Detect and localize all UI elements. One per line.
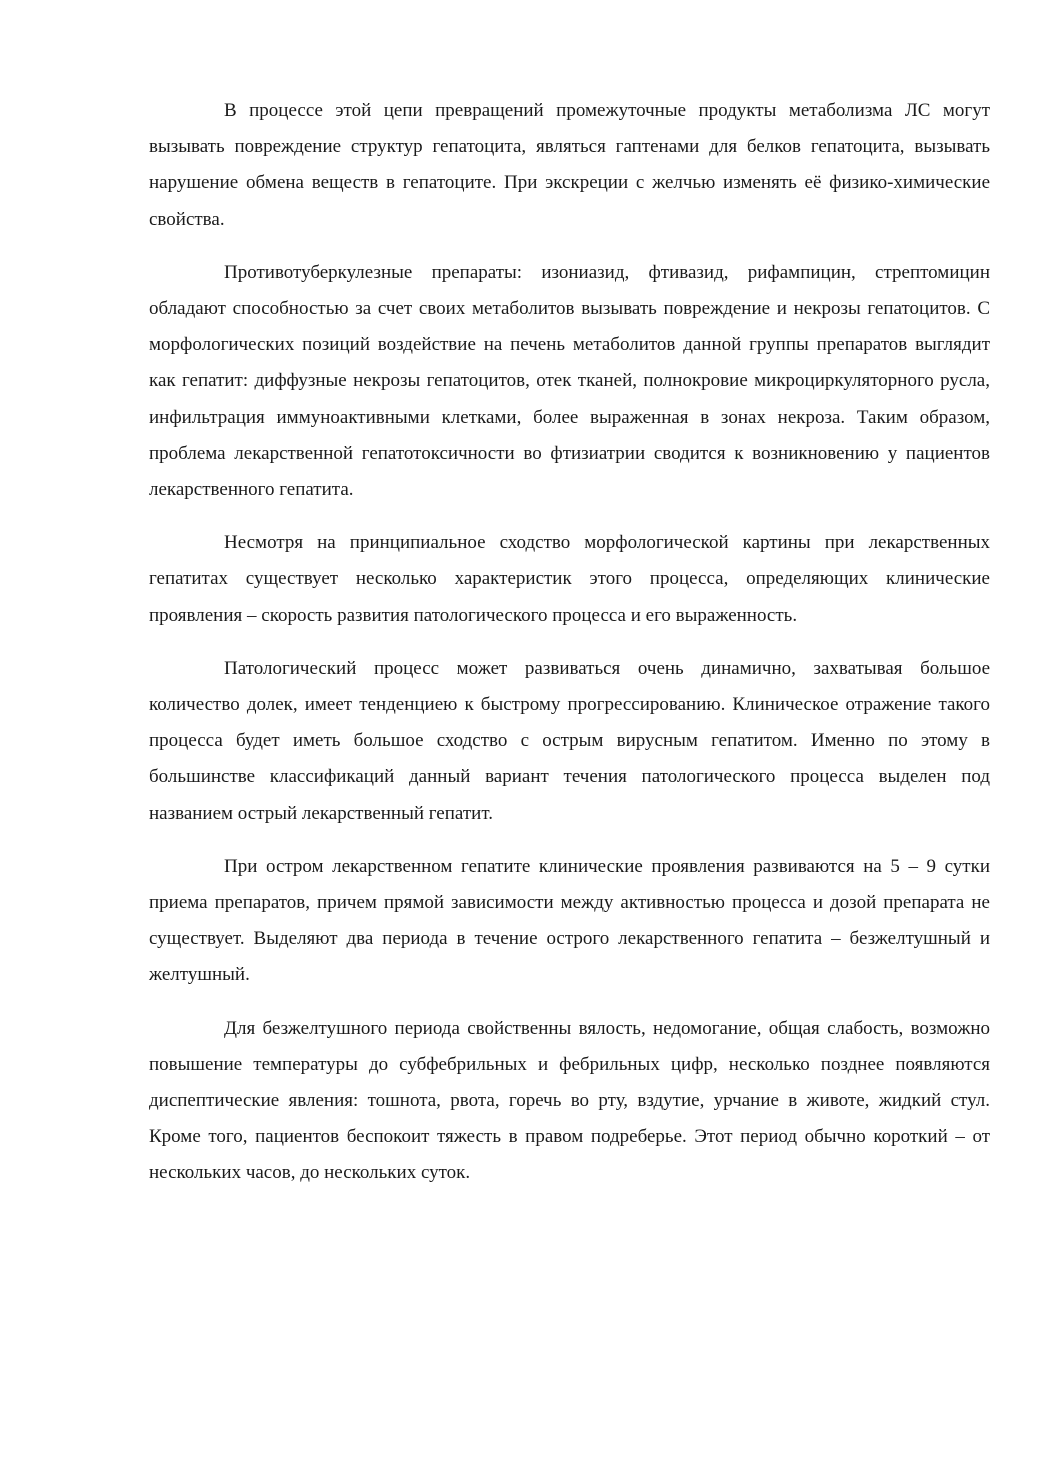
paragraph-3: Несмотря на принципиальное сходство морфологической картины при лекарственных гепатитах существует несколько характеристик этого процесса, определяющих клинические проявления – скорость развития патологического процесса и его выраженность. bbox=[149, 532, 990, 626]
paragraph-2: Противотуберкулезные препараты: изониазид, фтивазид, рифампицин, стрептомицин обладают способностью за счет своих метаболитов вызывать повреждение и некрозы гепатоцитов. С морфологических позиций воздействие на печень метаболитов данной группы препаратов выглядит как гепатит: диффузные некрозы гепатоцитов, отек тканей, полнокровие микроциркуляторного русла, инфильтрация иммуноактивными клетками, более выраженная в зонах некроза. Таким образом, проблема лекарственной гепатотоксичности во фтизиатрии сводится к возникновению у пациентов лекарственного гепатита. bbox=[149, 261, 990, 501]
paragraph-6: Для безжелтушного периода свойственны вялость, недомогание, общая слабость, возможно повышение температуры до субфебрильных и фебрильных цифр, несколько позднее появляются диспептические явления: тошнота, рвота, горечь во рту, вздутие, урчание в животе, жидкий стул. Кроме того, пациентов беспокоит тяжесть в правом подреберье. Этот период обычно короткий – от нескольких часов, до нескольких суток. bbox=[149, 1017, 990, 1184]
document-body bbox=[149, 93, 990, 1209]
paragraph-1: В процессе этой цепи превращений промежуточные продукты метаболизма ЛС могут вызывать повреждение структур гепатоцита, являться гаптенами для белков гепатоцита, вызывать нарушение обмена веществ в гепатоците. При экскреции с желчью изменять её физико-химические свойства. bbox=[149, 100, 990, 230]
paragraph-5: При остром лекарственном гепатите клинические проявления развиваются на 5 – 9 сутки приема препаратов, причем прямой зависимости между активностью процесса и дозой препарата не существует. Выделяют два периода в течение острого лекарственного гепатита – безжелтушный и желтушный. bbox=[149, 855, 990, 986]
paragraph-4: Патологический процесс может развиваться очень динамично, захватывая большое количество долек, имеет тенденциею к быстрому прогрессированию. Клиническое отражение такого процесса будет иметь большое сходство с острым вирусным гепатитом. Именно по этому в большинстве классификаций данный вариант течения патологического процесса выделен под названием острый лекарственный гепатит. bbox=[149, 657, 990, 824]
